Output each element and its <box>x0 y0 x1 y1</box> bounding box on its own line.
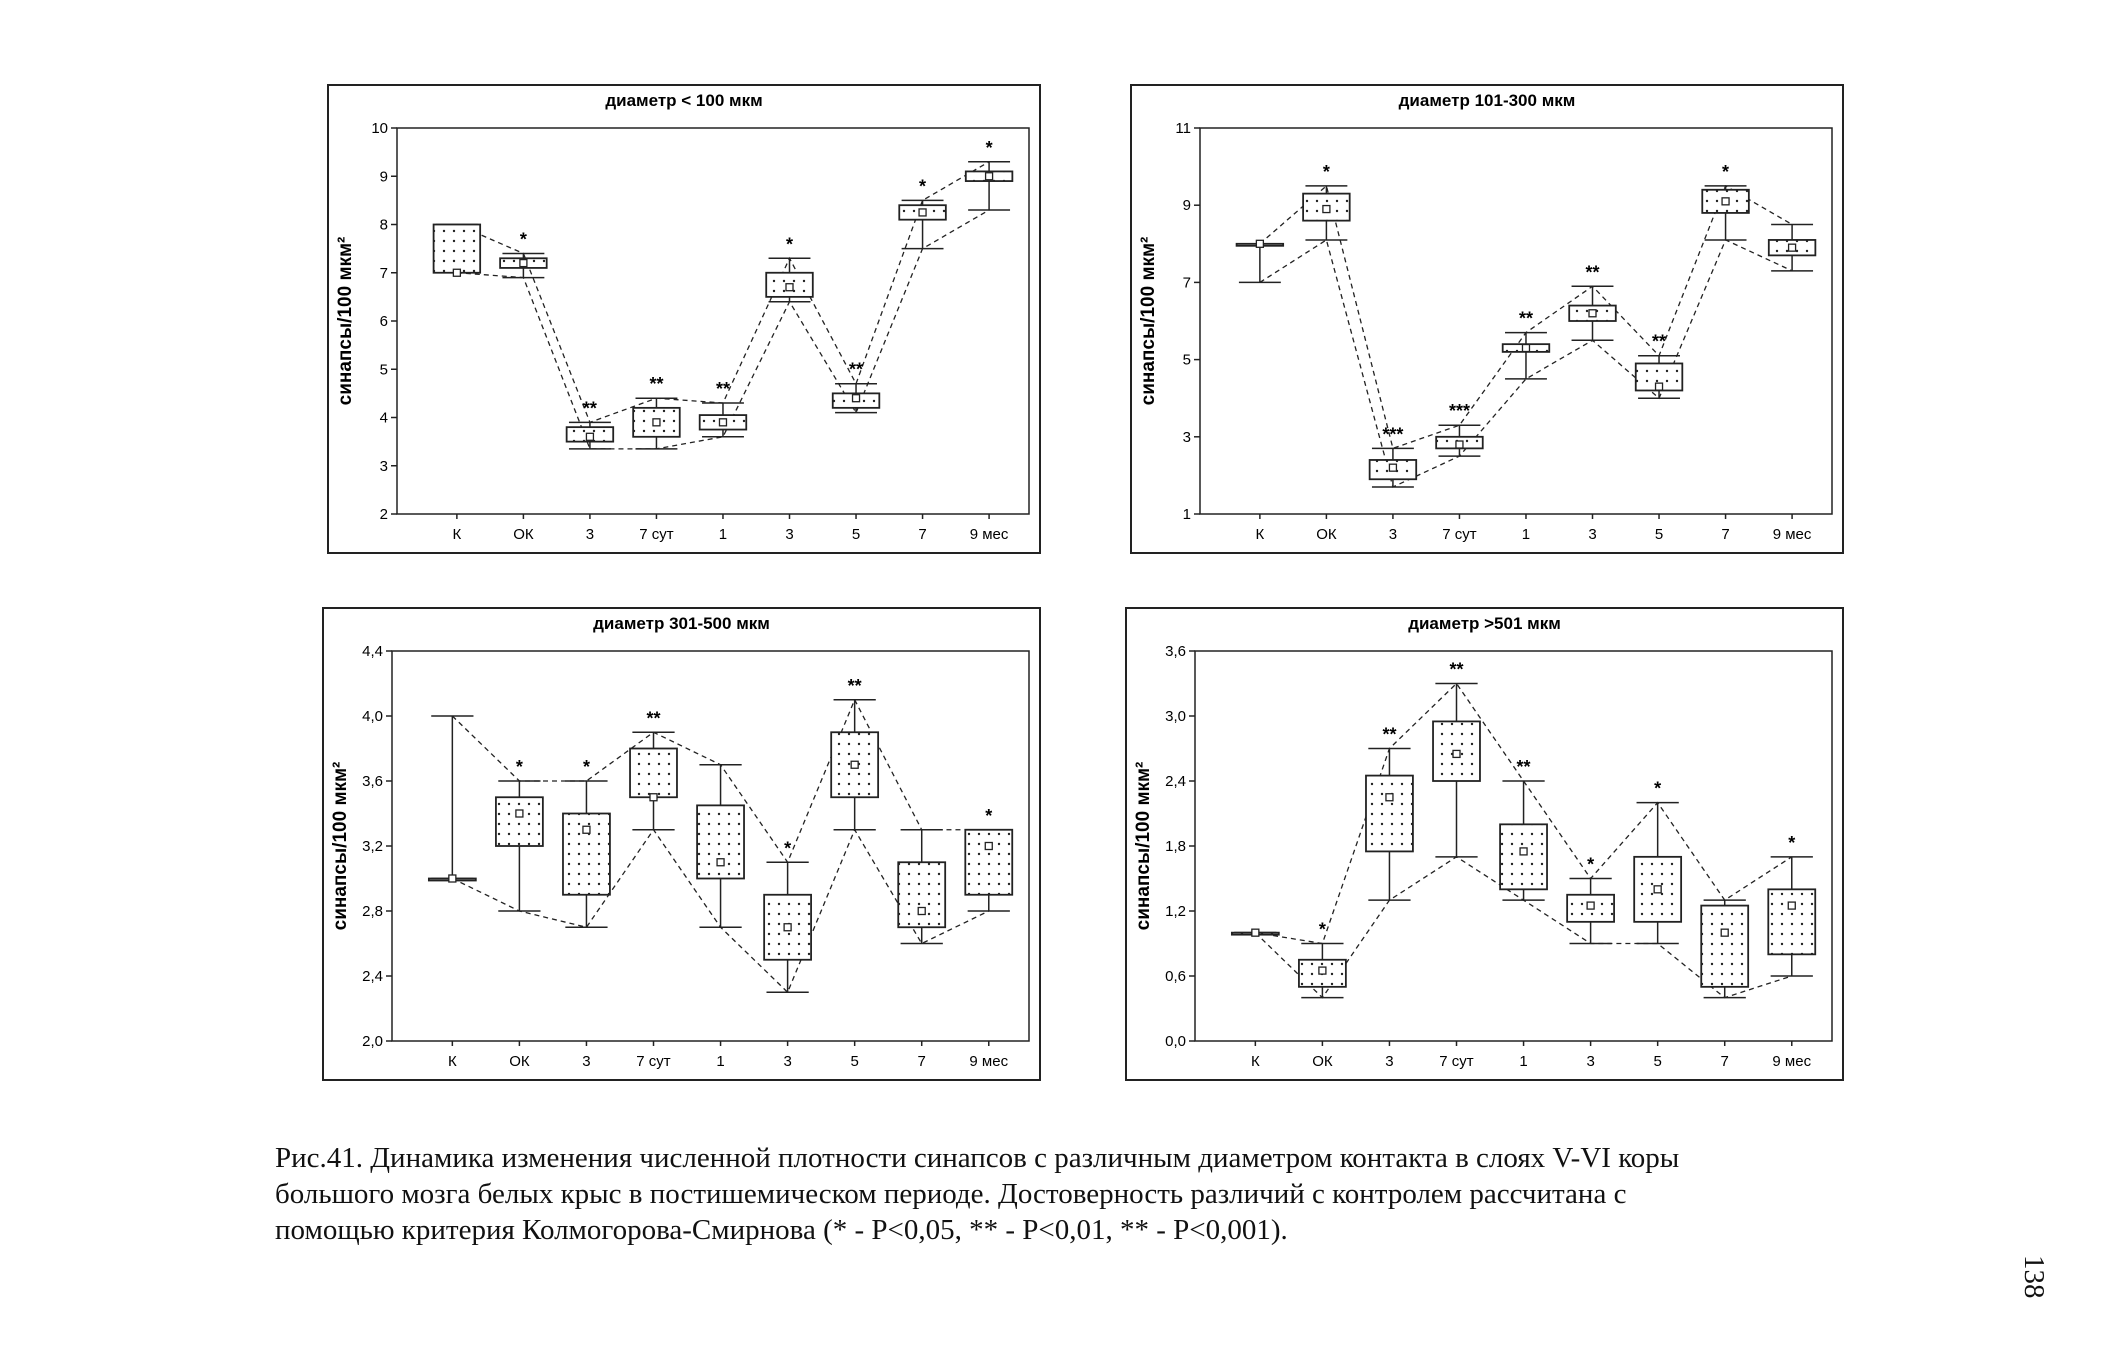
x-tick-label: ОК <box>1316 526 1337 543</box>
median-marker <box>1587 902 1594 909</box>
median-marker <box>1386 794 1393 801</box>
median-marker <box>853 395 860 402</box>
x-tick-label: 1 <box>1521 526 1531 543</box>
y-axis-label: синапсы/100 мкм² <box>1138 236 1159 406</box>
median-marker <box>719 419 726 426</box>
y-tick-label: 4,0 <box>362 708 383 725</box>
box-plot-6 <box>1567 855 1614 944</box>
median-marker <box>851 761 858 768</box>
significance-label: * <box>1322 161 1330 182</box>
x-tick-label: 9 мес <box>1772 526 1812 543</box>
median-marker <box>1520 848 1527 855</box>
y-axis-label: синапсы/100 мкм² <box>330 761 351 931</box>
significance-label: ** <box>1585 262 1600 283</box>
median-marker <box>1721 929 1728 936</box>
box-plot-2 <box>1303 162 1350 240</box>
median-marker <box>1453 750 1460 757</box>
box-plot-4 <box>1436 401 1483 456</box>
iqr-box <box>697 805 744 878</box>
x-tick-label: 7 <box>918 526 927 543</box>
box-plot-6 <box>1569 262 1616 340</box>
significance-label: ** <box>646 708 661 729</box>
y-tick-label: 3 <box>1182 428 1191 446</box>
median-marker <box>784 924 791 931</box>
page-number: 138 <box>2018 1255 2050 1299</box>
x-tick-label: 5 <box>1654 526 1664 543</box>
median-marker <box>1722 198 1729 205</box>
significance-label: ** <box>1382 724 1397 745</box>
y-tick-label: 7 <box>1182 274 1191 292</box>
significance-label: * <box>919 176 927 197</box>
y-tick-label: 1,2 <box>1165 903 1186 920</box>
chart-panel-1 <box>327 84 1041 554</box>
y-tick-label: 2,4 <box>1165 773 1186 790</box>
x-tick-label: К <box>1250 1053 1260 1070</box>
box-plot-8 <box>898 830 945 944</box>
median-marker <box>1256 240 1263 247</box>
median-marker <box>786 284 793 291</box>
chart-4-svg <box>1127 609 1842 1079</box>
x-tick-label: 1 <box>716 1053 725 1070</box>
significance-label: * <box>784 838 792 859</box>
significance-label: * <box>985 137 993 158</box>
median-marker <box>520 260 527 267</box>
chart-panel-3 <box>322 607 1041 1081</box>
iqr-box <box>1701 906 1748 987</box>
box-plot-1 <box>434 225 481 277</box>
x-tick-label: К <box>447 1053 457 1070</box>
box-plot-7 <box>1634 779 1681 944</box>
y-tick-label: 4 <box>379 409 388 427</box>
median-marker <box>650 794 657 801</box>
median-marker <box>1522 345 1529 352</box>
chart-2-svg <box>1132 86 1842 552</box>
box-plot-5 <box>700 379 747 437</box>
median-marker <box>717 859 724 866</box>
chart-title: диаметр >501 мкм <box>1408 614 1561 633</box>
y-tick-label: 2,0 <box>362 1033 383 1050</box>
x-tick-label: 7 <box>1720 1053 1729 1070</box>
x-tick-label: 5 <box>851 526 861 543</box>
median-marker <box>1788 902 1795 909</box>
median-marker <box>986 173 993 180</box>
significance-label: * <box>515 757 523 777</box>
box-plot-9 <box>1768 833 1815 976</box>
significance-label: * <box>985 805 993 826</box>
median-marker <box>449 875 456 882</box>
significance-label: * <box>1788 832 1796 853</box>
median-marker <box>516 810 523 817</box>
x-tick-label: ОК <box>1312 1053 1333 1070</box>
chart-panel-2 <box>1130 84 1844 554</box>
box-plot-4 <box>1433 660 1480 857</box>
box-plot-7 <box>1636 332 1683 398</box>
figure-caption <box>275 1140 1895 1248</box>
significance-label: * <box>1587 854 1595 875</box>
box-plot-5 <box>1503 309 1550 379</box>
y-tick-label: 8 <box>379 216 388 234</box>
y-tick-label: 4,4 <box>362 643 383 660</box>
box-plot-8 <box>899 176 946 248</box>
caption-line-2: большого мозга белых крыс в постишемическом периоде. Достоверность различий с контролем рассчитана с <box>275 1178 1627 1210</box>
median-marker <box>653 419 660 426</box>
chart-title: диаметр 301-500 мкм <box>593 614 770 633</box>
significance-label: ** <box>1516 757 1531 777</box>
x-tick-label: 3 <box>1586 1053 1595 1070</box>
significance-label: * <box>1722 161 1730 182</box>
y-tick-label: 0,6 <box>1165 968 1186 985</box>
median-marker <box>1319 967 1326 974</box>
box-plot-5 <box>1500 757 1547 900</box>
box-plot-4 <box>633 374 680 449</box>
x-tick-label: 7 сут <box>1439 1053 1474 1070</box>
significance-label: ** <box>849 359 864 380</box>
box-plot-1 <box>429 716 476 882</box>
y-tick-label: 6 <box>379 313 388 330</box>
median-marker <box>586 433 593 440</box>
box-plot-6 <box>766 234 813 301</box>
median-marker <box>1589 310 1596 317</box>
box-plot-5 <box>697 765 744 928</box>
y-tick-label: 2,8 <box>362 903 383 920</box>
iqr-box <box>434 225 481 273</box>
median-marker <box>1654 886 1661 893</box>
significance-label: * <box>1654 778 1662 799</box>
significance-label: ** <box>582 398 597 419</box>
median-marker <box>1789 244 1796 251</box>
y-tick-label: 2,4 <box>362 968 383 985</box>
x-tick-label: 7 сут <box>1442 526 1477 543</box>
median-marker <box>1456 441 1463 448</box>
x-tick-label: 7 сут <box>636 1053 671 1070</box>
x-tick-label: 3 <box>585 526 595 543</box>
significance-label: ** <box>649 374 664 395</box>
box-plot-1 <box>1237 240 1284 282</box>
median-marker <box>918 908 925 915</box>
x-tick-label: 9 мес <box>1772 1053 1812 1070</box>
x-tick-label: 7 <box>1721 526 1730 543</box>
x-tick-label: 9 мес <box>969 526 1009 543</box>
significance-label: *** <box>1448 401 1470 422</box>
box-plot-8 <box>1701 900 1748 998</box>
iqr-box <box>1366 776 1413 852</box>
y-tick-label: 1 <box>1182 506 1191 523</box>
y-tick-label: 9 <box>1182 197 1191 215</box>
y-tick-label: 3,6 <box>1165 643 1186 660</box>
median-marker <box>1389 464 1396 471</box>
y-axis-label: синапсы/100 мкм² <box>335 236 356 406</box>
y-tick-label: 2 <box>379 506 388 523</box>
x-tick-label: 1 <box>718 526 728 543</box>
y-tick-label: 3,0 <box>1165 708 1186 725</box>
significance-label: ** <box>1449 659 1464 680</box>
x-tick-label: 3 <box>1588 526 1597 543</box>
x-tick-label: К <box>1255 526 1265 543</box>
box-plot-9 <box>965 806 1012 911</box>
x-tick-label: 7 <box>917 1053 926 1070</box>
x-tick-label: 3 <box>1388 526 1398 543</box>
x-tick-label: ОК <box>509 1053 530 1070</box>
y-tick-label: 1,8 <box>1165 838 1186 855</box>
y-tick-label: 5 <box>379 361 388 379</box>
y-axis-label: синапсы/100 мкм² <box>1133 761 1154 931</box>
x-tick-label: 3 <box>582 1053 591 1070</box>
iqr-box <box>630 749 677 798</box>
caption-line-1: Рис.41. Динамика изменения численной плотности синапсов с различным диаметром контакта в слоях V-VI коры <box>275 1142 1680 1174</box>
iqr-box <box>1500 824 1547 889</box>
y-tick-label: 10 <box>371 120 388 137</box>
plot-area <box>397 128 1029 514</box>
x-tick-label: 7 сут <box>639 526 674 543</box>
y-tick-label: 3,6 <box>362 773 383 790</box>
median-marker <box>1656 383 1663 390</box>
chart-3-svg <box>324 609 1039 1079</box>
x-tick-label: К <box>452 526 462 543</box>
box-plot-7 <box>831 676 878 830</box>
chart-title: диаметр 101-300 мкм <box>1398 91 1576 110</box>
median-marker <box>985 843 992 850</box>
y-tick-label: 5 <box>1182 351 1191 369</box>
box-plot-4 <box>630 708 677 830</box>
iqr-box <box>496 797 543 846</box>
box-plot-3 <box>1370 424 1417 487</box>
y-tick-label: 11 <box>1175 120 1191 137</box>
y-tick-label: 0,0 <box>1165 1033 1186 1050</box>
x-tick-label: ОК <box>513 526 534 543</box>
median-marker <box>1252 929 1259 936</box>
significance-label: ** <box>1652 331 1667 352</box>
median-marker <box>1323 206 1330 213</box>
x-tick-label: 1 <box>1519 1053 1528 1070</box>
significance-label: *** <box>1382 424 1404 445</box>
chart-1-svg <box>329 86 1039 552</box>
y-tick-label: 7 <box>379 264 388 282</box>
significance-label: * <box>1318 919 1326 940</box>
x-tick-label: 3 <box>1385 1053 1394 1070</box>
iqr-box <box>898 862 945 927</box>
box-plot-3 <box>1366 725 1413 901</box>
caption-line-3: помощью критерия Колмогорова-Смирнова (* - Р<0,05, ** - Р<0,01, ** - Р<0,001). <box>275 1214 1288 1246</box>
median-marker <box>453 269 460 276</box>
x-tick-label: 5 <box>850 1053 859 1070</box>
significance-label: ** <box>1518 308 1533 329</box>
significance-label: * <box>582 757 590 777</box>
y-tick-label: 9 <box>379 168 388 186</box>
y-tick-label: 3,2 <box>362 838 383 855</box>
x-tick-label: 5 <box>1653 1053 1662 1070</box>
chart-panel-4 <box>1125 607 1844 1081</box>
x-tick-label: 9 мес <box>969 1053 1009 1070</box>
x-tick-label: 3 <box>783 1053 792 1070</box>
box-plot-9 <box>966 138 1013 210</box>
significance-label: * <box>519 229 527 250</box>
significance-label: * <box>785 234 794 255</box>
iqr-box <box>965 830 1012 895</box>
box-plot-1 <box>1232 929 1279 936</box>
x-tick-label: 3 <box>785 526 794 543</box>
box-plot-2 <box>500 229 547 277</box>
y-tick-label: 3 <box>379 457 388 475</box>
significance-label: ** <box>847 675 862 696</box>
box-plot-2 <box>1299 920 1346 998</box>
median-marker <box>583 826 590 833</box>
box-plot-3 <box>567 398 614 449</box>
significance-label: ** <box>715 379 730 400</box>
median-marker <box>919 209 926 216</box>
box-plot-3 <box>563 757 610 927</box>
iqr-box <box>1768 889 1815 954</box>
chart-title: диаметр < 100 мкм <box>605 91 763 110</box>
